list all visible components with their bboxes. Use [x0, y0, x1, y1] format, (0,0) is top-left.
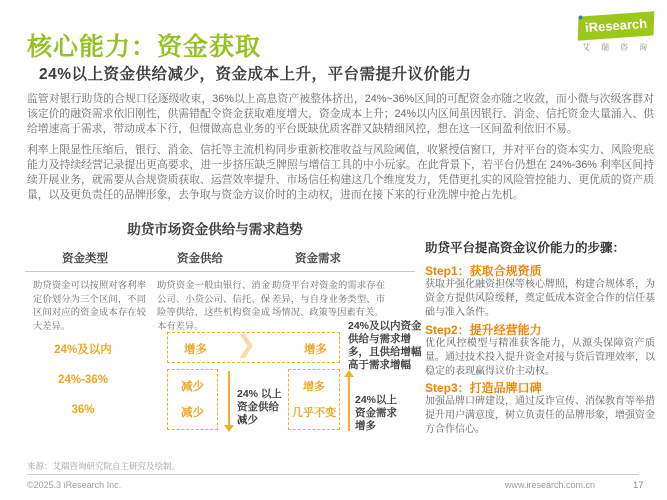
intro-paragraph-2: 利率上限显性压缩后，银行、消金、信托等主流机构同步重新校准收益与风险阈值，收紧授信窗口，并对平台的资本实力、风险兜底能力及持续经营记录提出更高要求，进一步挤压缺乏牌照与增信工具的中小玩家。在此背景下，若平台仍想在 24%-36% 利率区间持续开展业务，就需要从合规资质获取、运营效率提升、市场信任构建这几个维度发力，凭借更扎实的风险管控能力、更优质的资产质量，以及更负责任的品牌形象，去争取与资金方议价时的主动权，进而在接下来的行业洗牌中抢占先机。	[27, 144, 654, 201]
row1-supply-value: 增多	[184, 344, 207, 356]
intro-text-block	[27, 92, 654, 209]
supply-decrease-arrow-icon	[224, 371, 234, 432]
greater-than-icon: ❯	[236, 331, 257, 358]
row1-supply-demand-box	[167, 332, 340, 363]
steps-panel-title: 助贷平台提高资金议价能力的步骤：	[425, 241, 626, 255]
intro-paragraph-1: 监管对银行助贷的合规口径逐级收束，36%以上高息资产被整体挤出，24%~36%区间的可配资金亦随之收敛，而小微与次级客群对该定价的融资需求依旧刚性，供需错配令资金获取难度增大，资金成本上升；24%以内区间虽因银行、消金、信托资金大量涌入、供给增速高于需求，带动成本下行，但惯做高息业务的平台既缺优质客群又缺精细风控，想在这一区间盈利依旧不易。	[27, 93, 654, 135]
fund-demand-description: 助贷平台对资金的需求存在差异，与自身业务类型、市场情况、政策等因素有关。	[272, 280, 385, 317]
step1-heading: Step1：获取合规资质	[425, 264, 542, 278]
row3-demand-value: 几乎不变	[292, 407, 336, 419]
source-note: 来源：艾瑞咨询研究院自主研究及绘制。	[27, 461, 181, 471]
iresearch-logo	[576, 14, 656, 53]
row3-supply-value: 减少	[181, 407, 204, 419]
fund-supply-description: 助贷资金一般由银行、消金公司、小贷公司、信托、保险等供给，这些机构资金成本有差异。	[157, 280, 270, 331]
row1-demand-value: 增多	[304, 344, 327, 356]
demand-increase-arrow-icon	[344, 370, 354, 431]
header-divider-line	[25, 271, 415, 272]
step2-heading: Step2：提升经营能力	[425, 323, 542, 337]
step1-body: 获取并强化融资担保等核心牌照，构建合规体系，为资金方提供风险缓释，奠定低成本资金合作的信任基础与准入条件。	[425, 279, 655, 318]
diagram-title: 助贷市场资金供给与需求趋势	[127, 222, 303, 237]
step3-body: 加强品牌口碑建设，通过反诈宣传、消保教育等举措提升用户满意度，树立负责任的品牌形象，增强资金方合作信心。	[425, 396, 655, 435]
iresearch-logo-banner	[578, 11, 655, 40]
row1-annotation: 24%及以内资金供给与需求增多，且供给增幅高于需求增幅	[348, 320, 422, 371]
page-subtitle: 24%以上资金供给减少，资金成本上升，平台需提升议价能力	[39, 66, 472, 83]
logo-i-dot-icon	[578, 15, 582, 19]
tier-label-36: 36%	[71, 404, 95, 416]
supply-trend-box	[167, 369, 218, 430]
demand-arrow-note: 24%以上资金需求增多	[355, 394, 398, 432]
row2-demand-value: 增多	[303, 381, 325, 393]
iresearch-logo-chinese: 艾瑞咨询	[582, 43, 658, 52]
column-header-fund-type: 资金类型	[62, 253, 108, 265]
row2-supply-value: 减少	[181, 381, 204, 393]
footer-divider-line	[27, 474, 639, 475]
column-header-fund-supply: 资金供给	[177, 253, 223, 265]
step3-heading: Step3：打造品牌口碑	[425, 381, 542, 395]
supply-arrow-note: 24% 以上资金供给减少	[237, 388, 282, 426]
demand-trend-box	[288, 369, 340, 430]
fund-type-description: 助贷资金可以按照对客利率定价划分为三个区间，不同区间对应的资金成本存在较大差异。	[33, 280, 146, 331]
copyright-text: ©2025.3 iResearch Inc.	[27, 480, 122, 490]
page-number: 17	[633, 480, 644, 491]
step2-body: 优化风控模型与精准获客能力，从源头保障资产质量。通过技术投入提升资金对接与贷后管理效率，以稳定的表现赢得议价主动权。	[425, 338, 655, 377]
column-header-fund-demand: 资金需求	[295, 253, 341, 265]
website-url: www.iresearch.com.cn	[505, 480, 596, 490]
tier-label-24-36: 24%-36%	[58, 374, 108, 386]
page-title: 核心能力：资金获取	[27, 33, 262, 61]
iresearch-logo-text: iResearch	[584, 15, 648, 36]
tier-label-under-24: 24%及以内	[54, 344, 112, 356]
